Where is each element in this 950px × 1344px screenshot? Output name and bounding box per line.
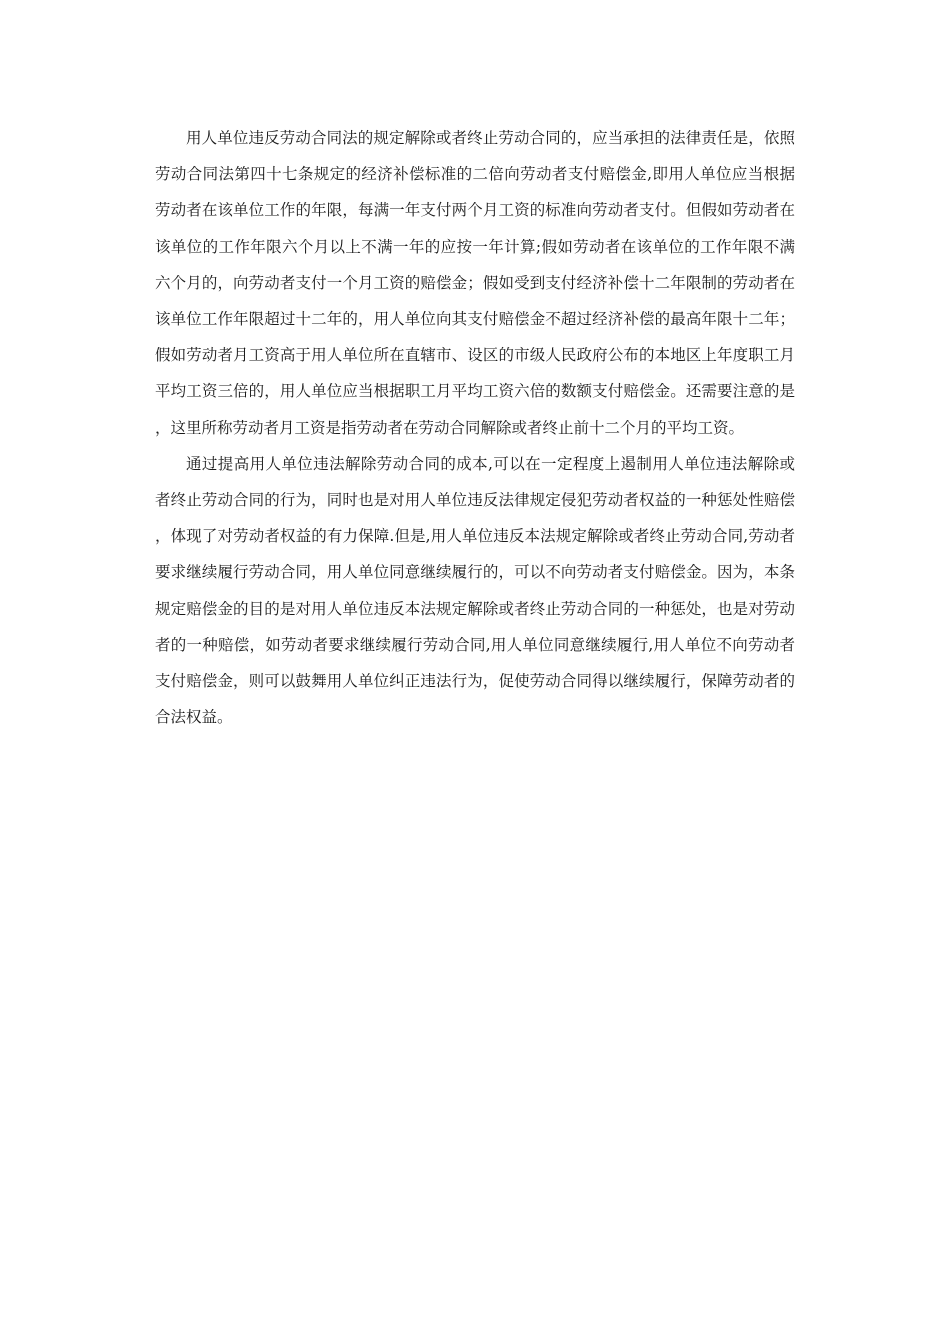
- paragraph-1: 用人单位违反劳动合同法的规定解除或者终止劳动合同的，应当承担的法律责任是，依照劳动合同法第四十七条规定的经济补偿标准的二倍向劳动者支付赔偿金,即用人单位应当根据劳动者在该单位工作的年限，每满一年支付两个月工资的标准向劳动者支付。但假如劳动者在该单位的工作年限六个月以上不满一年的应按一年计算;假如劳动者在该单位的工作年限不满六个月的，向劳动者支付一个月工资的赔偿金；假如受到支付经济补偿十二年限制的劳动者在该单位工作年限超过十二年的，用人单位向其支付赔偿金不超过经济补偿的最高年限十二年；假如劳动者月工资高于用人单位所在直辖市、设区的市级人民政府公布的本地区上年度职工月平均工资三倍的，用人单位应当根据职工月平均工资六倍的数额支付赔偿金。还需要注意的是，这里所称劳动者月工资是指劳动者在劳动合同解除或者终止前十二个月的平均工资。: [155, 129, 795, 437]
- document-body: [155, 120, 795, 735]
- paragraph-2: 通过提高用人单位违法解除劳动合同的成本,可以在一定程度上遏制用人单位违法解除或者终止劳动合同的行为，同时也是对用人单位违反法律规定侵犯劳动者权益的一种惩处性赔偿，体现了对劳动者权益的有力保障.但是,用人单位违反本法规定解除或者终止劳动合同,劳动者要求继续履行劳动合同，用人单位同意继续履行的，可以不向劳动者支付赔偿金。因为，本条规定赔偿金的目的是对用人单位违反本法规定解除或者终止劳动合同的一种惩处，也是对劳动者的一种赔偿，如劳动者要求继续履行劳动合同,用人单位同意继续履行,用人单位不向劳动者支付赔偿金，则可以鼓舞用人单位纠正违法行为，促使劳动合同得以继续履行，保障劳动者的合法权益。: [155, 454, 795, 727]
